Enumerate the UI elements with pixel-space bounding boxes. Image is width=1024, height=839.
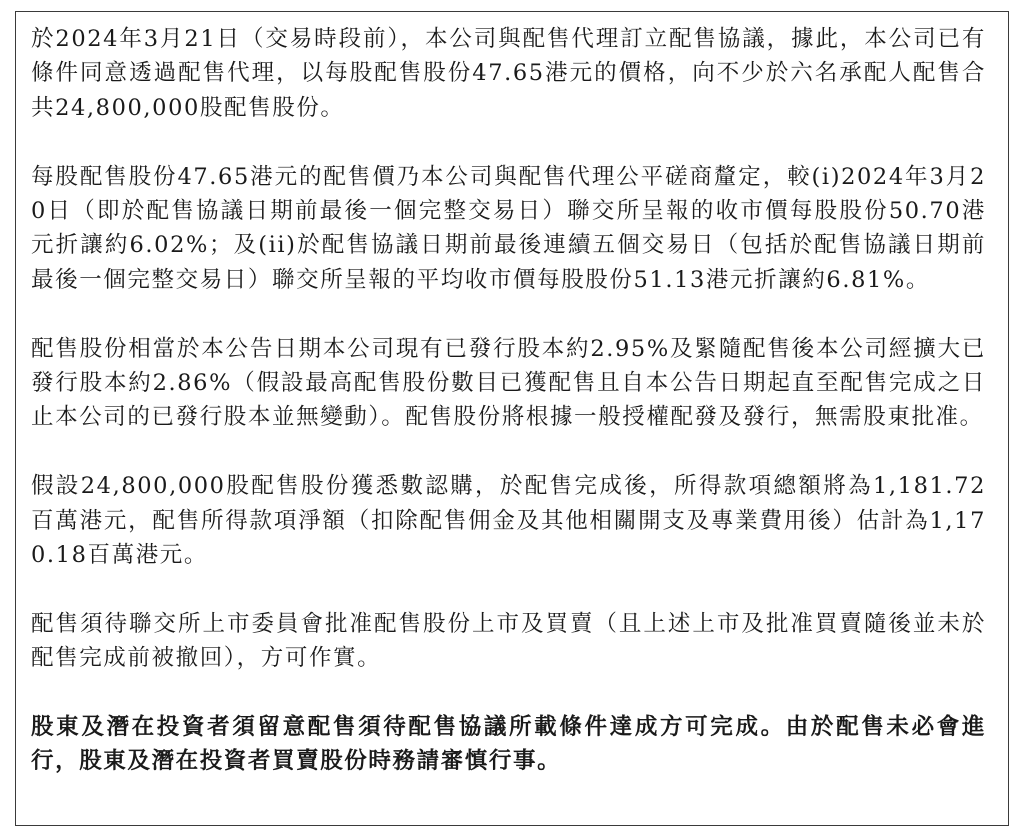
paragraph-proceeds: 假設24,800,000股配售股份獲悉數認購，於配售完成後，所得款項總額將為1,181.72百萬港元，配售所得款項淨額（扣除配售佣金及其他相關開支及專業費用後）估計為1,170.18百萬港元。: [31, 473, 986, 569]
warning-statement: 股東及潛在投資者須留意配售須待配售協議所載條件達成方可完成。由於配售未必會進行，股東及潛在投資者買賣股份時務請審慎行事。: [31, 714, 986, 775]
paragraph-placing-agreement: 於2024年3月21日（交易時段前），本公司與配售代理訂立配售協議，據此，本公司已有條件同意透過配售代理，以每股配售股份47.65港元的價格，向不少於六名承配人配售合共24,800,000股配售股份。: [31, 26, 986, 121]
paragraph-placing-shares: 配售股份相當於本公告日期本公司現有已發行股本約2.95%及緊隨配售後本公司經擴大已發行股本約2.86%（假設最高配售股份數目已獲配售且自本公告日期起直至配售完成之日止本公司的已發行股本並無變動）。配售股份將根據一般授權配發及發行，無需股東批准。: [31, 335, 986, 431]
paragraph-listing-condition: 配售須待聯交所上市委員會批准配售股份上市及買賣（且上述上市及批准買賣隨後並未於配售完成前被撤回），方可作實。: [31, 610, 986, 672]
paragraph-placing-price: 每股配售股份47.65港元的配售價乃本公司與配售代理公平磋商釐定，較(i)2024年3月20日（即於配售協議日期前最後一個完整交易日）聯交所呈報的收市價每股股份50.70港元折讓約6.02%；及(ii)於配售協議日期前最後連續五個交易日（包括於配售協議日期前最後一個完整交易日）聯交所呈報的平均收市價每股股份51.13港元折讓約6.81%。: [31, 163, 986, 293]
announcement-box: [15, 11, 1009, 826]
announcement-content: [31, 22, 986, 779]
